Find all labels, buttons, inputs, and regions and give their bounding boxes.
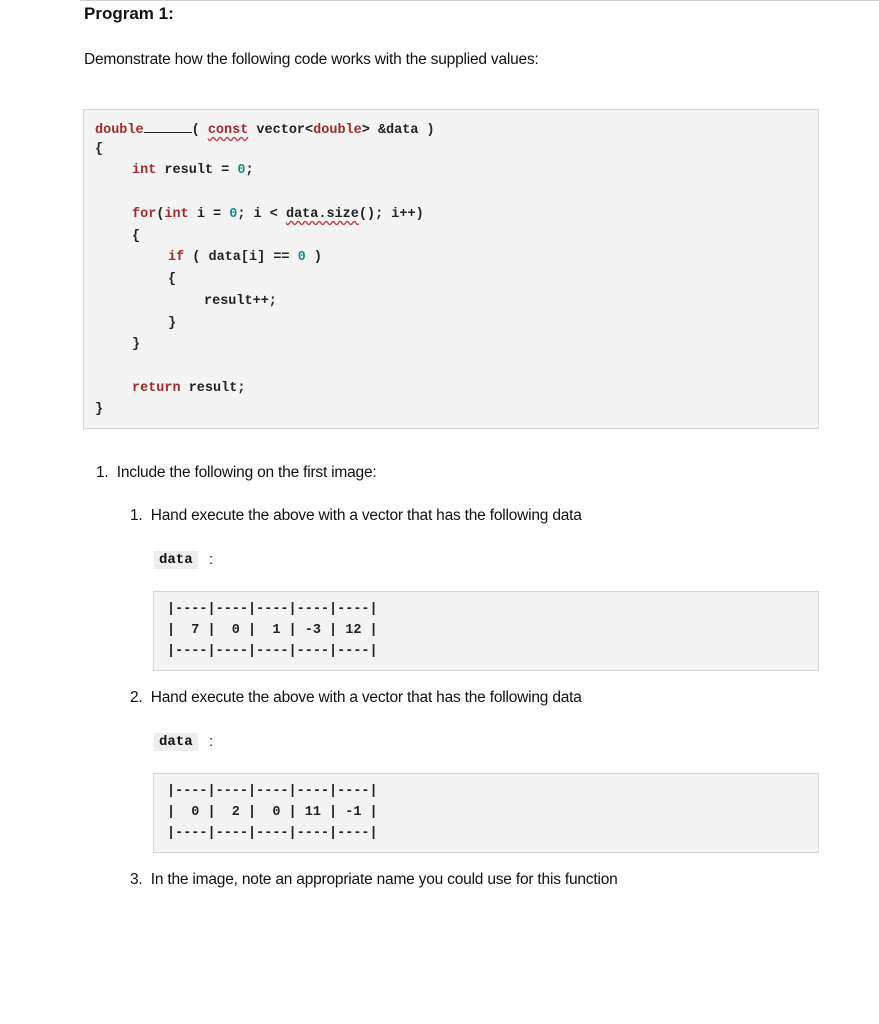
code-block (83, 109, 819, 429)
if-close-brace: } (168, 316, 177, 331)
sub-item-3: 3. In the image, note an appropriate name you could use for this function (130, 871, 618, 888)
page-title: Program 1: (84, 4, 174, 23)
semicolon: ; (245, 163, 254, 178)
int-keyword: int (164, 207, 189, 222)
table-row: | 0 | 2 | 0 | 11 | -1 | (167, 805, 378, 820)
table-border-bottom: |----|----|----|----|----| (167, 644, 378, 659)
data-table-1 (153, 591, 819, 671)
top-rule (80, 0, 879, 1)
paren-open: ( (191, 123, 208, 138)
data-table-2 (153, 773, 819, 853)
code-line-increment: result++; (204, 294, 277, 309)
code-line-result-decl (132, 163, 254, 179)
data-label-1: data (154, 551, 198, 569)
data-size-call: data.size (285, 207, 359, 222)
return-keyword: return (132, 381, 181, 396)
for-init: i = (188, 207, 230, 222)
zero-literal: 0 (237, 163, 246, 178)
if-keyword: if (168, 250, 185, 265)
table-border-top: |----|----|----|----|----| (167, 784, 378, 799)
data-label-2: data (154, 733, 198, 751)
if-end: ) (305, 250, 322, 265)
sub-item-1: 1. Hand execute the above with a vector that has the following data (130, 507, 582, 524)
for-cond: ; i < (237, 207, 286, 222)
sub-item-2: 2. Hand execute the above with a vector that has the following data (130, 689, 582, 706)
return-value: result; (180, 381, 246, 396)
if-cond: ( data[i] == (184, 250, 298, 265)
sig-param: > &data ) (361, 123, 435, 138)
data-colon-1: : (209, 551, 214, 568)
intro-text: Demonstrate how the following code works with the supplied values: (84, 51, 539, 68)
for-end: (); i++) (358, 207, 424, 222)
if-open-brace: { (168, 272, 177, 287)
code-line-return (132, 381, 245, 397)
function-name-blank (144, 120, 192, 133)
return-type: double (95, 123, 144, 138)
close-brace: } (95, 402, 104, 417)
for-open: ( (156, 207, 165, 222)
table-border-top: |----|----|----|----|----| (167, 602, 378, 617)
table-row: | 7 | 0 | 1 | -3 | 12 | (167, 623, 378, 638)
sig-double: double (313, 123, 362, 138)
for-keyword: for (132, 207, 157, 222)
int-keyword: int (132, 163, 157, 178)
result-decl: result = (156, 163, 238, 178)
const-keyword: const (207, 123, 249, 138)
code-line-if (168, 250, 322, 266)
zero-literal: 0 (229, 207, 238, 222)
code-signature (95, 120, 435, 139)
for-close-brace: } (132, 337, 141, 352)
zero-literal: 0 (297, 250, 306, 265)
for-open-brace: { (132, 229, 141, 244)
list-item-1: 1. Include the following on the first image: (96, 464, 377, 481)
sig-vector: vector< (248, 123, 314, 138)
data-colon-2: : (209, 733, 214, 750)
code-line-for (132, 207, 424, 223)
table-border-bottom: |----|----|----|----|----| (167, 826, 378, 841)
open-brace: { (95, 142, 104, 157)
